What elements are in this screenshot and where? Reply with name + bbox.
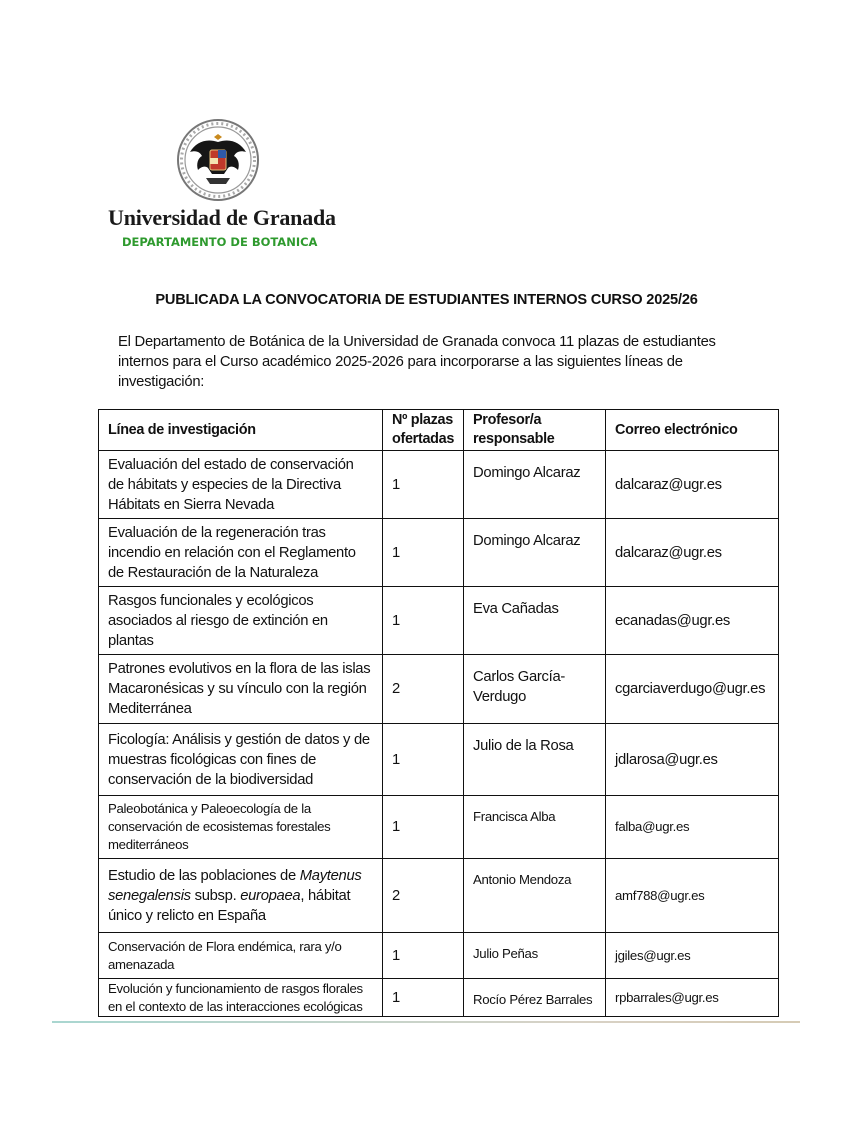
table-row [99, 859, 779, 933]
line-text: Estudio de las poblaciones de [108, 867, 300, 884]
line-cell: Ficología: Análisis y gestión de datos y de muestras ficológicas con fines de conservación de la biodiversidad [99, 724, 383, 796]
email-cell[interactable]: dalcaraz@ugr.es [606, 451, 779, 519]
table-row [99, 933, 779, 979]
profesor-cell: Antonio Mendoza [464, 859, 606, 933]
line-cell: Evaluación de la regeneración tras incendio en relación con el Reglamento de Restauración de la Naturaleza [99, 519, 383, 587]
line-cell: Evolución y funcionamiento de rasgos florales en el contexto de las interacciones ecológicas [99, 979, 383, 1017]
line-cell: Evaluación del estado de conservación de hábitats y especies de la Directiva Hábitats en Sierra Nevada [99, 451, 383, 519]
profesor-cell: Rocío Pérez Barrales [464, 979, 606, 1017]
header-plazas-line2: ofertadas [392, 431, 455, 447]
plazas-cell: 1 [383, 724, 464, 796]
table-row [99, 451, 779, 519]
subspecies-name: europaea [240, 887, 301, 904]
intro-paragraph: El Departamento de Botánica de la Universidad de Granada convoca 11 plazas de estudiantes internos para el Curso académico 2025-2026 para incorporarse a las siguientes líneas de investigación: [118, 334, 716, 390]
page-title: PUBLICADA LA CONVOCATORIA DE ESTUDIANTES INTERNOS CURSO 2025/26 [155, 292, 698, 308]
line-cell: Rasgos funcionales y ecológicos asociados al riesgo de extinción en plantas [99, 587, 383, 655]
line-cell [99, 859, 383, 933]
line-text: , hábitat único y relicto en España [108, 887, 351, 924]
plazas-cell: 1 [383, 451, 464, 519]
email-cell[interactable]: jdlarosa@ugr.es [606, 724, 779, 796]
profesor-cell: Domingo Alcaraz [464, 519, 606, 587]
profesor-cell [464, 655, 606, 724]
profesor-cell: Julio de la Rosa [464, 724, 606, 796]
header-email: Correo electrónico [606, 410, 779, 451]
header-line: Línea de investigación [99, 410, 383, 451]
email-cell[interactable]: jgiles@ugr.es [606, 933, 779, 979]
profesor-cell: Eva Cañadas [464, 587, 606, 655]
header-plazas [383, 410, 464, 451]
email-cell[interactable]: cgarciaverdugo@ugr.es [606, 655, 779, 724]
email-cell[interactable]: falba@ugr.es [606, 796, 779, 859]
table-row [99, 587, 779, 655]
table-row [99, 979, 779, 1017]
line-text: subsp. [190, 887, 241, 904]
email-cell[interactable]: rpbarrales@ugr.es [606, 979, 779, 1017]
university-name: Universidad de Granada [108, 205, 336, 230]
header-profesor-line1: Profesor/a [473, 412, 542, 428]
profesor-cell: Julio Peñas [464, 933, 606, 979]
plazas-cell: 1 [383, 979, 464, 1017]
plazas-cell: 1 [383, 933, 464, 979]
profesor-name: Carlos García-Verdugo [473, 669, 566, 705]
profesor-cell: Francisca Alba [464, 796, 606, 859]
header-plazas-line1: Nº plazas [392, 412, 453, 428]
table-row [99, 519, 779, 587]
email-cell[interactable]: ecanadas@ugr.es [606, 587, 779, 655]
species-name: Maytenus senegalensis [108, 867, 362, 904]
plazas-cell: 2 [383, 859, 464, 933]
line-cell: Conservación de Flora endémica, rara y/o amenazada [99, 933, 383, 979]
header-profesor-line2: responsable [473, 431, 555, 447]
plazas-cell: 2 [383, 655, 464, 724]
university-crest-icon [176, 118, 260, 202]
profesor-cell: Domingo Alcaraz [464, 451, 606, 519]
line-cell: Patrones evolutivos en la flora de las islas Macaronésicas y su vínculo con la región Mediterránea [99, 655, 383, 724]
table-row [99, 655, 779, 724]
line-cell: Paleobotánica y Paleoecología de la conservación de ecosistemas forestales mediterráneos [99, 796, 383, 859]
email-cell[interactable]: amf788@ugr.es [606, 859, 779, 933]
plazas-cell: 1 [383, 796, 464, 859]
plazas-cell: 1 [383, 519, 464, 587]
table-row [99, 724, 779, 796]
footer-divider [52, 1021, 800, 1023]
table-row [99, 796, 779, 859]
research-lines-table [98, 409, 779, 1017]
plazas-cell: 1 [383, 587, 464, 655]
department-name: DEPARTAMENTO DE BOTANICA [122, 235, 318, 249]
table-header-row [99, 410, 779, 451]
email-cell[interactable]: dalcaraz@ugr.es [606, 519, 779, 587]
header-profesor [464, 410, 606, 451]
